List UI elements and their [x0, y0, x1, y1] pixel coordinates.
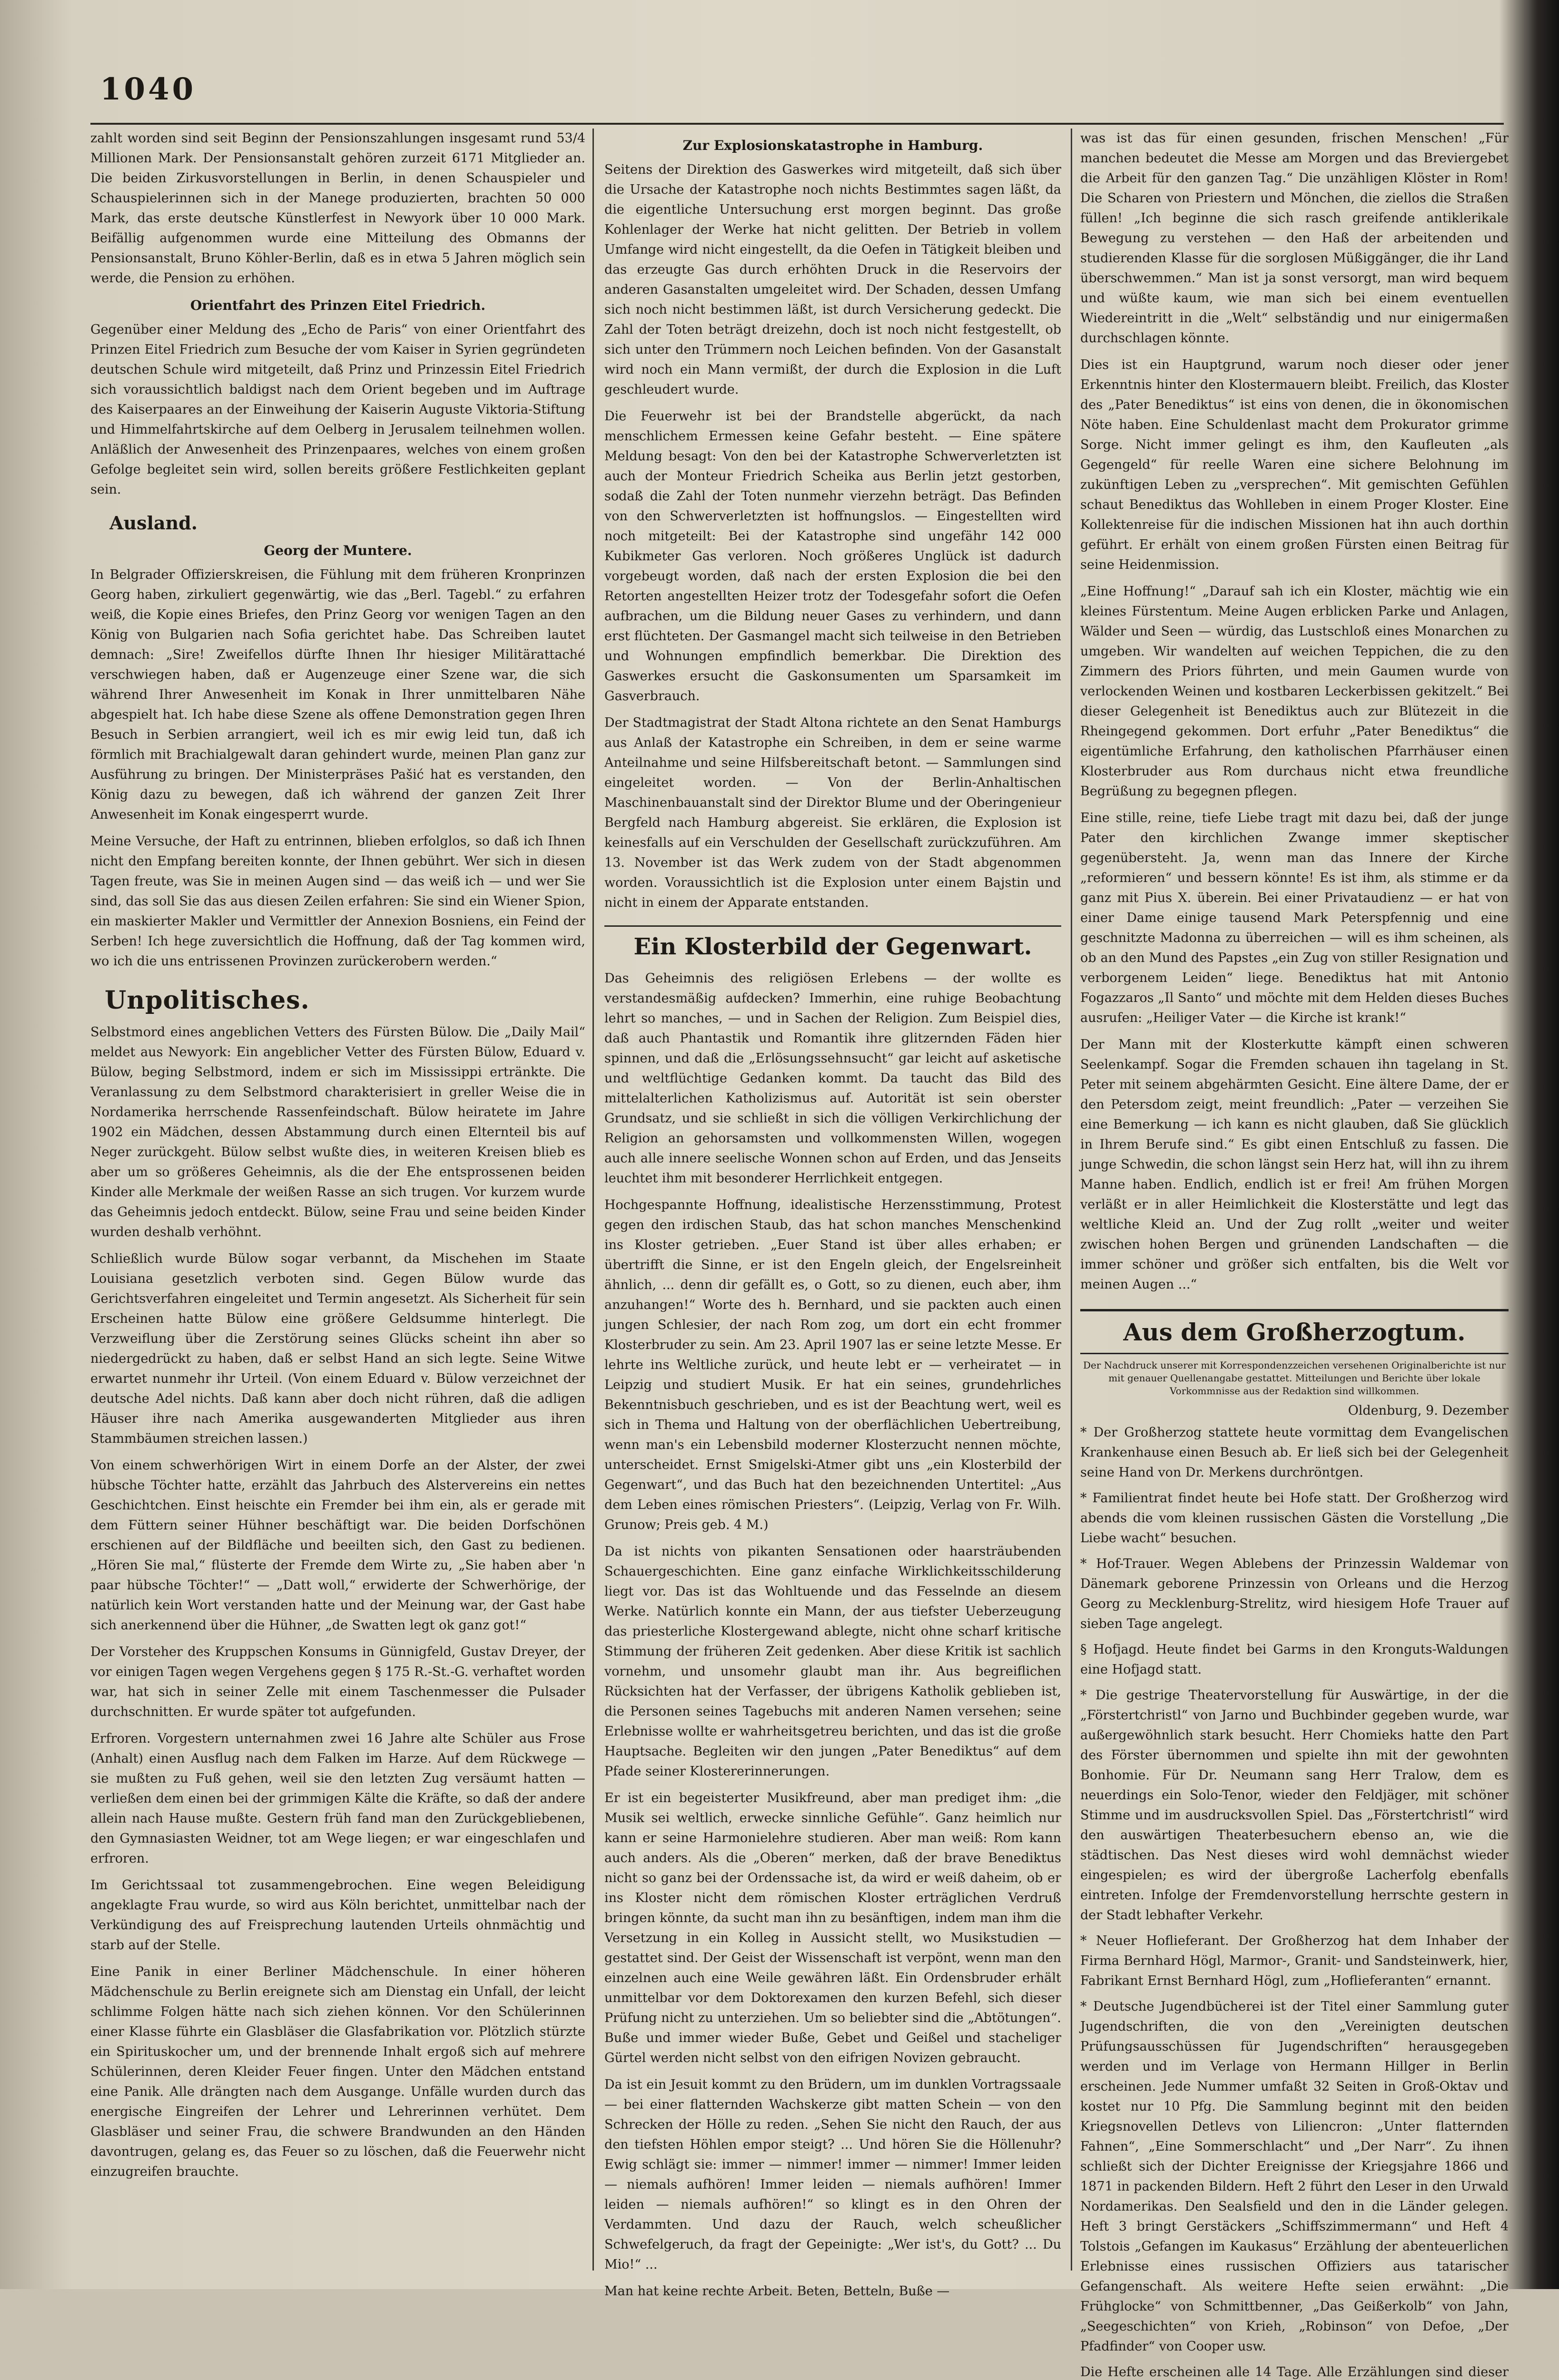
- article-buelow-part1: Selbstmord eines angeblichen Vetters des Fürsten Bülow. Die „Daily Mail“ meldet aus Newyork: Ein angeblicher Vetter des Fürsten Bülow, Eduard v. Bülow, beging Selbstmord, indem er sich im Mississippi ertränkte. Die Veranlassung zu dem Selbstmord charakterisiert in greller Weise die in Nordamerika herrschende Rassenfeindschaft. Bülow heiratete im Jahre 1902 ein Mädchen, dessen Abstammung durch einen Elternteil bis auf Neger zurückgeht. Bülow selbst wußte dies, in weiteren Kreisen blieb es aber um so größeres Geheimnis, als die der Ehe entsprossenen beiden Kinder alle Merkmale der weißen Rasse an sich trugen. Vor kurzem wurde das Geheimnis jedoch entdeckt. Bülow, seine Frau und seine beiden Kinder wurden deshalb verhöhnt.: [90, 1025, 585, 1240]
- article-georg-part1: In Belgrader Offizierskreisen, die Fühlung mit dem früheren Kronprinzen Georg haben, zirkuliert gegenwärtig, wie das „Berl. Tagebl.“ zu erfahren weiß, die Kopie eines Briefes, den Prinz Georg vor wenigen Tagen an den König von Bulgarien nach Sofia gerichtet habe. Das Schreiben lautet demnach: „Sire! Zweifellos dürfte Ihnen Ihr hiesiger Militärattaché verschwiegen haben, daß er Augenzeuge einer Szene war, die sich während Ihrer Anwesenheit im Konak in Ihrer unmittelbaren Nähe abgespielt hat. Ich habe diese Szene als offene Demonstration gegen Ihren Besuch in Serbien arrangiert, weil ich es mir ewig leid tun, daß ich förmlich mit Brachialgewalt daran gehindert wurde, meinen Plan ganz zur Ausführung zu bringen. Der Ministerpräses Pašić hat es verstanden, den König dazu zu bewegen, daß ich während der ganzen Zeit Ihrer Anwesenheit im Konak eingesperrt wurde.: [90, 567, 585, 822]
- column-right: [1080, 129, 1509, 2380]
- article-kloster-part10: Eine stille, reine, tiefe Liebe tragt mit dazu bei, daß der junge Pater den kirchlichen Zwange immer skeptischer gegenübersteht. Ja, wenn man das Innere der Kirche „reformieren“ und bessern könnte! Es ist ihm, als stimme er da ganz mit Pius X. überein. Bei einer Privataudienz — er hat von einer Dame einige tausend Mark Peterspfennig und eine geschnitzte Madonna zu überreichen — will es ihm scheinen, als ob an den Mund des Papstes „ein Zug von stiller Resignation und verborgenem Leiden“ liege. Benediktus hat mit Antonio Fogazzaros „Il Santo“ und möchte mit dem Helden dieses Buches ausrufen: „Heiliger Vater — die Kirche ist krank!“: [1080, 811, 1509, 1025]
- column-middle: [604, 129, 1061, 2299]
- column-divider: [592, 129, 594, 2271]
- article-kloster-part4: Er ist ein begeisterter Musikfreund, aber man prediget ihm: „die Musik sei weltlich, erwecke sinnliche Gefühle“. Ganz heimlich nur kann er seine Harmonielehre studieren. Aber man weiß: Rom kann auch anders. Als die „Oberen“ merken, daß der brave Benediktus nicht so ganz bei der Ordenssache ist, da wird er weiß daheim, ob er ins Kloster nicht dem römischen Kloster erträglichen Verdruß bringen könnte, da sucht man ihn zu besänftigen, indem man ihm die Versetzung in ein Kolleg in Aussicht stellt, wo Musikstudien — gestattet sind. Der Geist der Wissenschaft ist verpönt, wenn man den einzelnen auch eine Weile gewähren läßt. Ein Ordensbruder erhält unmittelbar vor dem Doktorexamen den kurzen Befehl, sich dieser Prüfung nicht zu unterziehen. Um so beliebter sind die „Abtötungen“. Buße und immer wieder Buße, Gebet und Geißel und stacheliger Gürtel werden nicht selbst von den eifrigen Novizen gebraucht.: [604, 1791, 1061, 2065]
- article-kloster-part8: Dies ist ein Hauptgrund, warum noch dieser oder jener Erkenntnis hinter den Klostermauern bleibt. Freilich, das Kloster des „Pater Benediktus“ ist eins von denen, die in ökonomischen Nöte haben. Eine Schuldenlast macht dem Prokurator grimme Sorge. Nicht immer gelingt es ihm, den Kaufleuten „als Gegengeld“ für reelle Waren eine sichere Belohnung im zukünftigen Leben zu „versprechen“. Mit gemischten Gefühlen schaut Benediktus das Wohlleben in einem Proger Kloster. Eine Kollektenreise für die indischen Missionen hat ihn auch dorthin geführt. Er erhält von einem großen Fürsten einen Beitrag für seine Heidenmission.: [1080, 357, 1509, 572]
- reprint-notice: Der Nachdruck unserer mit Korrespondenzzeichen versehenen Originalberichte ist nur mit genauer Quellenangabe gestattet. Mitteilungen und Berichte über lokale Vorkommnisse aus der Redaktion sind willkommen.: [1083, 1359, 1506, 1397]
- headline-klosterbild: Ein Klosterbild der Gegenwart.: [604, 925, 1061, 960]
- article-kloster-part6: Man hat keine rechte Arbeit. Beten, Betteln, Buße —: [604, 2284, 950, 2299]
- article-orientfahrt: Gegenüber einer Meldung des „Echo de Paris“ von einer Orientfahrt des Prinzen Eitel Friedrich zum Besuche der vom Kaiser in Syrien gegründeten deutschen Schule wird mitgeteilt, daß Prinz und Prinzessin Eitel Friedrich sich voraussichtlich baldigst nach dem Orient begeben und im Auftrage des Kaiserpaares an der Einweihung der Kaiserin Auguste Viktoria-Stiftung und Himmelfahrtskirche auf dem Oelberg in Jerusalem teilnehmen wollen. Anläßlich der Anwesenheit des Prinzenpaares, welches von einem großen Gefolge begleitet sein wird, sollen bereits größere Festlichkeiten geplant sein.: [90, 322, 585, 497]
- article-krupp: Der Vorsteher des Kruppschen Konsums in Günnigfeld, Gustav Dreyer, der vor einigen Tagen wegen Vergehens gegen § 175 R.-St.-G. verhaftet worden war, hat sich in seiner Zelle mit einem Taschenmesser die Pulsader durchschnitten. Er wurde später tot aufgefunden.: [90, 1645, 585, 1719]
- headline-georg: Georg der Muntere.: [264, 543, 412, 558]
- headline-explosion: Zur Explosionskatastrophe in Hamburg.: [682, 138, 983, 153]
- article-kloster-part9: „Eine Hoffnung!“ „Darauf sah ich ein Kloster, mächtig wie ein kleines Fürstentum. Meine Augen erblicken Parke und Anlagen, Wälder und Seen — würdig, das Lustschloß eines Monarchen zu umgeben. Wir wandelten auf weichen Teppichen, die zu den Zimmern des Priors führten, und mein Gaumen wurde von verlockenden Weinen und kostbaren Leckerbissen gekitzelt.“ Bei dieser Gelegenheit ist Benediktus auch zur Blütezeit in die Rheingegend gekommen. Dort erfuhr „Pater Benediktus“ die eigentümliche Erfahrung, den katholischen Pfarrhäuser einen Klosterbruder aus Rom durchaus nicht etwa freundliche Begrüßung zu begegnen pflegen.: [1080, 584, 1509, 799]
- article-kloster-part3: Da ist nichts von pikanten Sensationen oder haarsträubenden Schauergeschichten. Eine ganz einfache Wirklichkeitsschilderung liegt vor. Das ist das Wohltuende und das Fesselnde an diesem Werke. Natürlich konnte ein Mann, der aus tiefster Ueberzeugung das priesterliche Klostergewand ablegte, nicht ohne scharf kritische Stimmung der früheren Zeit gedenken. Aber diese Kritik ist sachlich vornehm, und unsomehr glaubt man ihr. Aus begreiflichen Rücksichten hat der Verfasser, der übrigens Katholik geblieben ist, die Personen seines Tagebuchs mit anderen Namen versehen; seine Erlebnisse wollte er wahrheitsgetreu berichten, und das ist die große Hauptsache. Begleiten wir den jungen „Pater Benediktus“ auf dem Pfade seiner Klostererinnerungen.: [604, 1544, 1061, 1779]
- news-item: * Deutsche Jugendbücherei ist der Titel einer Sammlung guter Jugendschriften, die von den „Vereinigten deutschen Prüfungsausschüssen für Jugendschriften“ herausgegeben werden und im Verlage von Hermann Hillger in Berlin erscheinen. Jede Nummer umfaßt 32 Seiten in Groß-Oktav und kostet nur 10 Pfg. Die Sammlung beginnt mit den beiden Kriegsnovellen Detlevs von Liliencron: „Unter flatternden Fahnen“, „Eine Sommerschlacht“ und „Der Narr“. Zu ihnen schließt sich der Dichter Ereignisse der Kriegsjahre 1866 und 1871 in packenden Bildern. Heft 2 führt den Leser in den Urwald Nordamerikas. Den Sealsfield und den in die Länder gelegen. Heft 3 bringt Gerstäckers „Schiffszimmermann“ und Heft 4 Tolstois „Gefangen im Kaukasus“ Erzählung der abenteuerlichen Erlebnisse eines russischen Offiziers aus tatarischer Gefangenschaft. Als weitere Hefte seien erwähnt: „Die Frühglocke“ von Schmittbenner, „Das Geißerkolb“ von Jahn, „Seegeschichten“ von Krieh, „Robinson“ von Defoe, „Der Pfadfinder“ von Cooper usw.: [1080, 1999, 1509, 2354]
- article-panik: Eine Panik in einer Berliner Mädchenschule. In einer höheren Mädchenschule zu Berlin ereignete sich am Dienstag ein Unfall, der leicht schlimme Folgen hätte nach sich ziehen können. Vor den Schülerinnen einer Klasse führte ein Glasbläser die Glasfabrikation vor. Plötzlich stürzte ein Spirituskocher um, und der brennende Inhalt ergoß sich auf mehrere Schülerinnen, deren Kleider Feuer fingen. Unter den Mädchen entstand eine Panik. Alle drängten nach dem Ausgange. Unfälle wurden durch das energische Eingreifen der Lehrer und Lehrerinnen verhütet. Dem Glasbläser und seiner Frau, die schwere Brandwunden an den Händen davontrugen, gelang es, das Feuer so zu löschen, daß die Feuerwehr nicht einzugreifen brauchte.: [90, 1964, 585, 2179]
- column-left: [90, 129, 585, 2271]
- article-pension-end: zahlt worden sind seit Beginn der Pensionszahlungen insgesamt rund 53/4 Millionen Mark. Der Pensionsanstalt gehören zurzeit 6171 Mitglieder an. Die beiden Zirkusvorstellungen in Berlin, in denen Schauspieler und Schauspielerinnen sich in der Manege produzierten, brachten 50 000 Mark, das erste deutsche Künstlerfest in Newyork über 10 000 Mark. Beifällig aufgenommen wurde eine Mitteilung des Obmanns der Pensionsanstalt, Bruno Köhler-Berlin, daß es in etwa 5 Jahren möglich sein werde, die Pension zu erhöhen.: [90, 131, 585, 286]
- article-kloster-part7: was ist das für einen gesunden, frischen Menschen! „Für manchen bedeutet die Messe am Morgen und das Breviergebet die Arbeit für den ganzen Tag.“ Die unzähligen Klöster in Rom! Die Scharen von Priestern und Mönchen, die ziellos die Straßen füllen! „Ich beginne die sich rasch greifende antiklerikale Bewegung zu verstehen — den Haß der arbeitenden und studierenden Klasse für die sorglosen Müßiggänger, die ihr Land überschwemmen.“ Man ist ja sonst versorgt, man wird bequem und wüßte kaum, wie man sich bei einem eventuellen Wiedereintritt in die „Welt“ selbständig und nur einigermaßen durchschlagen könnte.: [1080, 131, 1509, 346]
- article-gerichtssaal: Im Gerichtssaal tot zusammengebrochen. Eine wegen Beleidigung angeklagte Frau wurde, so wird aus Köln berichtet, unmittelbar nach der Verkündigung des auf Freisprechung lautenden Urteils ohnmächtig und starb auf der Stelle.: [90, 1878, 585, 1953]
- dateline: Oldenburg, 9. Dezember: [1348, 1403, 1509, 1418]
- article-georg-part2: Meine Versuche, der Haft zu entrinnen, blieben erfolglos, so daß ich Ihnen nicht den Empfang bereiten konnte, der Ihnen gebührt. Wer sich in diesen Tagen freute, was Sie in meinen Augen sind — das weiß ich — und wer Sie sind, das soll Sie das aus diesen Zeilen erfahren: Sie sind ein Wiener Spion, ein maskierter Makler und Vermittler der Annexion Bosniens, ein Feind der Serben! Ich hege zuversichtlich die Hoffnung, daß der Tag kommen wird, wo ich die uns entrissenen Provinzen zurückerobern werden.“: [90, 834, 585, 969]
- article-kloster-part11: Der Mann mit der Klosterkutte kämpft einen schweren Seelenkampf. Sogar die Fremden schauen ihn tagelang in St. Peter mit seinem abgehärmten Gesicht. Eine ältere Dame, der er den Petersdom zeigt, meint freundlich: „Pater — verzeihen Sie eine Bemerkung — ich kann es nicht glauben, daß Sie glücklich in Ihrem Berufe sind.“ Es gibt einen Entschluß zu fassen. Die junge Schwedin, die schon längst sein Herz hat, will ihn zu ihrem Manne haben. Endlich, endlich ist er frei! Am frühen Morgen verläßt er in aller Heimlichkeit die Klosterstätte und legt das weltliche Kleid an. Und der Zug rollt „weiter und weiter zwischen hohen Bergen und grünenden Landschaften — die immer schöner und größer sich entfalten, bis die Welt vor meinen Augen ...“: [1080, 1037, 1509, 1292]
- header-rule: [90, 123, 1504, 125]
- column-divider: [1071, 129, 1072, 2271]
- article-explosion-part2: Die Feuerwehr ist bei der Brandstelle abgerückt, da nach menschlichem Ermessen keine Gefahr besteht. — Eine spätere Meldung besagt: Von den bei der Katastrophe Schwerverletzten ist auch der Monteur Friedrich Scheika aus Berlin jetzt gestorben, sodaß die Zahl der Toten nunmehr vierzehn beträgt. Das Befinden von den Schwerverletzten ist hoffnungslos. — Eingestellten wird noch mitgeteilt: Bei der Katastrophe sind ungefähr 142 000 Kubikmeter Gas verloren. Noch größeres Unglück ist dadurch vorgebeugt worden, daß nach der ersten Explosion die bei den Retorten angestellten Heizer trotz der Todesgefahr sofort die Oefen aufbrachen, um die Bildung neuer Gases zu verhindern, und dann erst flüchteten. Der Gasmangel macht sich teilweise in den Betrieben und Wohnungen empfindlich bemerkbar. Die Direktion des Gaswerkes ersucht die Gaskonsumenten um Sparsamkeit im Gasverbrauch.: [604, 409, 1061, 704]
- article-wirt: Von einem schwerhörigen Wirt in einem Dorfe an der Alster, der zwei hübsche Töchter hatte, erzählt das Jahrbuch des Alstervereins ein nettes Geschichtchen. Einst heischte ein Fremder bei ihm ein, als er gerade mit dem Füttern seiner Hühner beschäftigt war. Die beiden Dorfschönen erschienen auf der Bildfläche und beeilten sich, den Gast zu bedienen. „Hören Sie mal,“ flüsterte der Fremde dem Wirte zu, „Sie haben aber 'n paar hübsche Töchter!“ — „Datt woll,“ erwiderte der Schwerhörige, der natürlich kein Wort verstanden hatte und der Meinung war, der Gast habe sich anerkennend über die Hühner, „de Swatten legt ok ganz got!“: [90, 1458, 585, 1633]
- article-kloster-part2: Hochgespannte Hoffnung, idealistische Herzensstimmung, Protest gegen den irdischen Staub, das hat schon manches Menschenkind ins Kloster getrieben. „Euer Stand ist über alles erhaben; er übertrifft die Sinne, er ist den Engeln gleich, der Engelsreinheit ähnlich, ... denn dir gefällt es, o Gott, so zu dienen, euch aber, ihm anzuhangen!“ Worte des h. Bernhard, und sie packten auch einen jungen Schlesier, der nach Rom zog, um dort ein echt frommer Klosterbruder zu sein. Am 23. April 1907 las er seine letzte Messe. Er lehrte ins Weltliche zurück, und heute lebt er — verheiratet — in Leipzig und studiert Musik. Er hat ein seines, grundehrliches Bekenntnisbuch geschrieben, und es ist der Beachtung wert, weil es sich in Thema und Haltung von der oberflächlichen Uebertreibung, wenn man's ein Lebensbild moderner Klosterzucht nennen möchte, unterscheidet. Ernst Smigelski-Atmer gibt uns „ein Klosterbild der Gegenwart“, und das Buch hat den bezeichnenden Untertitel: „Aus dem Leben eines römischen Priesters“. (Leipzig, Verlag von Fr. Wilh. Grunow; Preis geb. 4 M.): [604, 1198, 1061, 1532]
- news-item: * Hof-Trauer. Wegen Ablebens der Prinzessin Waldemar von Dänemark geborene Prinzessin von Orleans und die Herzog Georg zu Mecklenburg-Strelitz, wird hiesigem Hofe Trauer auf sieben Tage angelegt.: [1080, 1557, 1509, 1631]
- news-item: § Hofjagd. Heute findet bei Garms in den Kronguts-Waldungen eine Hofjagd statt.: [1080, 1642, 1509, 1677]
- news-item: * Der Großherzog stattete heute vormittag dem Evangelischen Krankenhause einen Besuch ab. Er ließ sich bei der Gelegenheit seine Hand von Dr. Merkens durchröntgen.: [1080, 1425, 1509, 1480]
- section-heading-grossherzogtum: Aus dem Großherzogtum.: [1080, 1309, 1509, 1354]
- article-buelow-part2: Schließlich wurde Bülow sogar verbannt, da Mischehen im Staate Louisiana gesetzlich verboten sind. Gegen Bülow wurde das Gerichtsverfahren eingeleitet und Termin angesetzt. Als Sicherheit für sein Erscheinen hatte Bülow eine größere Geldsumme hinterlegt. Die Verzweiflung über die Zerstörung seines Glücks scheint ihn aber so niedergedrückt zu haben, daß er selbst Hand an sich legte. Seine Witwe erwartet nunmehr ihr Urteil. (Von einem Eduard v. Bülow verzeichnet der deutsche Adel nichts. Daß kann aber doch nicht rühren, daß die adligen Häuser ihre nach Amerika ausgewanderten Mitglieder aus ihren Stammbäumen streichen lassen.): [90, 1251, 585, 1446]
- article-explosion-part3: Der Stadtmagistrat der Stadt Altona richtete an den Senat Hamburgs aus Anlaß der Katastrophe ein Schreiben, in dem er seine warme Anteilnahme und seine Hilfsbereitschaft betont. — Sammlungen sind eingeleitet worden. — Von der Berlin-Anhaltischen Maschinenbauanstalt sind der Direktor Blume und der Oberingenieur Bergfeld nach Hamburg abgereist. Sie erklären, die Explosion ist keinesfalls auf ein Verschulden der Gesellschaft zurückzuführen. Am 13. November ist das Werk zudem von der Stadt abgenommen worden. Voraussichtlich ist die Explosion unter einem Bajstin und nicht in einem der Apparate entstanden.: [604, 715, 1061, 910]
- news-item: * Neuer Hoflieferant. Der Großherzog hat dem Inhaber der Firma Bernhard Högl, Marmor-, Granit- und Sandsteinwerk, hier, Fabrikant Ernst Bernhard Högl, zum „Hoflieferanten“ ernannt.: [1080, 1934, 1509, 1988]
- article-explosion-part1: Seitens der Direktion des Gaswerkes wird mitgeteilt, daß sich über die Ursache der Katastrophe noch nichts Bestimmtes sagen läßt, da die eigentliche Untersuchung erst morgen beginnt. Das große Kohlenlager der Werke hat nicht gelitten. Der Betrieb in vollem Umfange wird nicht eingestellt, da die Oefen in Tätigkeit bleiben und das erzeugte Gas durch erhöhten Druck in die Reservoirs der anderen Gasanstalten umgeleitet wird. Der Schaden, dessen Umfang sich noch nicht bestimmen läßt, ist durch Versicherung gedeckt. Die Zahl der Toten beträgt dreizehn, doch ist noch nicht festgestellt, ob sich unter den Trümmern noch Leichen befinden. Von der Gasanstalt wird noch ein Mann vermißt, der durch die Explosion in die Luft geschleudert wurde.: [604, 162, 1061, 397]
- section-heading-ausland: Ausland.: [109, 512, 197, 534]
- news-item: Die Hefte erscheinen alle 14 Tage. Alle Erzählungen sind dieser: [1080, 2365, 1509, 2380]
- news-item: * Die gestrige Theatervorstellung für Auswärtige, in der die „Förstertchristl“ von Jarno und Buchbinder gegeben wurde, war außergewöhnlich stark besucht. Herr Chomieks hatte den Part des Förster übernommen und spielte ihn mit der gewohnten Bonhomie. Für Dr. Neumann sang Herr Tralow, dem es neuerdings ein Solo-Tenor, wieder den Feldjäger, mit schöner Stimme und im ausdrucksvollen Spiel. Das „Förstertchristl“ wird den auswärtigen Theaterbesuchern ebenso an, wie die städtischen. Das Nest dieses wird wohl demnächst wieder eingespielen; es wird der übergroße Lacherfolg ebenfalls eintreten. Infolge der Fremdenvorstellung herrschte gestern in der Stadt lebhafter Verkehr.: [1080, 1688, 1509, 1923]
- news-item: * Familientrat findet heute bei Hofe statt. Der Großherzog wird abends die vom kleinen russischen Gästen die Vorstellung „Die Liebe wacht“ besuchen.: [1080, 1491, 1509, 1546]
- article-kloster-part1: Das Geheimnis des religiösen Erlebens — der wollte es verstandesmäßig aufdecken? Immerhin, eine ruhige Beobachtung lehrt so manches, — und in Sachen der Religion. Zum Beispiel dies, daß auch Phantastik und Romantik ihre glitzernden Fäden hier spinnen, und daß die „Erlösungssehnsucht“ gar leicht auf asketische und weltflüchtige Gedanken kommt. Da taucht das Bild des mittelalterlichen Katholizismus auf. Autorität ist sein oberster Grundsatz, und sie schließt in sich die völligen Verkirchlichung der Religion an gehorsamsten und vollkommensten Willen, wogegen auch alle innere seelische Wonnen schon auf Erden, und das Jenseits leuchtet ihm mit besonderer Herrlichkeit entgegen.: [604, 971, 1061, 1186]
- headline-orientfahrt: Orientfahrt des Prinzen Eitel Friedrich.: [190, 298, 486, 313]
- page-number: 1040: [100, 71, 197, 107]
- article-erfroren: Erfroren. Vorgestern unternahmen zwei 16 Jahre alte Schüler aus Frose (Anhalt) einen Ausflug nach dem Falken im Harze. Auf dem Rückwege — sie mußten zu Fuß gehen, weil sie den letzten Zug versäumt hatten — verließen dem einen bei der grimmigen Kälte die Kräfte, so daß der andere allein nach Hause mußte. Gestern früh fand man den Zurückgebliebenen, den Gymnasiasten Weidner, tot am Wege liegen; er war eingeschlafen und erfroren.: [90, 1731, 585, 1866]
- section-heading-unpolitisches: Unpolitisches.: [105, 986, 310, 1015]
- article-kloster-part5: Da ist ein Jesuit kommt zu den Brüdern, um im dunklen Vortragssaale — bei einer flatternden Wachskerze gibt matten Schein — von den Schrecken der Hölle zu reden. „Sehen Sie nicht den Rauch, der aus den tiefsten Höhlen empor steigt? ... Und hören Sie die Höllenuhr? Ewig schlägt sie: immer — nimmer! immer — nimmer! Immer leiden — niemals aufhören! Immer leiden — niemals aufhören! Immer leiden — niemals aufhören!“ so klingt es in den Ohren der Verdammten. Und dazu der Rauch, welch scheußlicher Schwefelgeruch, da fragt der Gepeinigte: „Wer ist's, du Gott? ... Du Mio!“ ...: [604, 2077, 1061, 2272]
